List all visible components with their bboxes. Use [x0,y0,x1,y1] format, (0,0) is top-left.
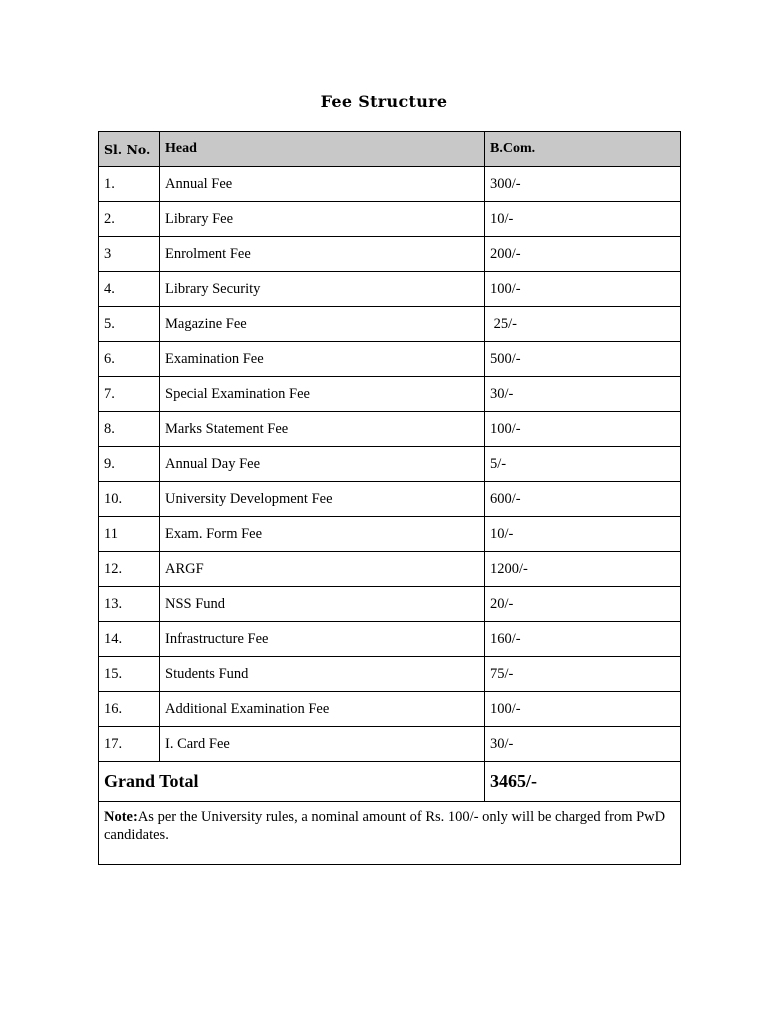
row-sl-no: 1. [99,167,160,202]
row-amount: 10/- [485,202,681,237]
row-sl-no: 4. [99,272,160,307]
table-row [99,482,681,517]
table-row [99,517,681,552]
grand-total-label: Grand Total [99,762,485,802]
table-row [99,167,681,202]
table-row [99,272,681,307]
table-row [99,377,681,412]
table-header-row [99,132,681,167]
row-head: Annual Fee [160,167,485,202]
row-amount: 25/- [485,307,681,342]
row-sl-no: 16. [99,692,160,727]
row-head: Examination Fee [160,342,485,377]
row-amount: 300/- [485,167,681,202]
grand-total-row [99,762,681,802]
row-sl-no: 5. [99,307,160,342]
row-sl-no: 12. [99,552,160,587]
grand-total-amount: 3465/- [485,762,681,802]
table-row [99,202,681,237]
table-row [99,412,681,447]
row-head: Enrolment Fee [160,237,485,272]
row-head: Additional Examination Fee [160,692,485,727]
row-head: Magazine Fee [160,307,485,342]
row-head: I. Card Fee [160,727,485,762]
row-sl-no: 15. [99,657,160,692]
row-head: NSS Fund [160,587,485,622]
table-row [99,552,681,587]
table-row [99,692,681,727]
note-row [99,802,681,865]
row-amount: 100/- [485,412,681,447]
row-amount: 600/- [485,482,681,517]
row-sl-no: 13. [99,587,160,622]
header-course: B.Com. [485,132,681,167]
fee-structure-table [98,131,681,865]
row-head: Exam. Form Fee [160,517,485,552]
note-cell [99,802,681,865]
note-label: Note: [104,809,138,825]
row-head: Infrastructure Fee [160,622,485,657]
row-head: Special Examination Fee [160,377,485,412]
table-row [99,657,681,692]
table-row [99,307,681,342]
row-sl-no: 11 [99,517,160,552]
row-sl-no: 14. [99,622,160,657]
row-head: Annual Day Fee [160,447,485,482]
table-row [99,342,681,377]
row-amount: 75/- [485,657,681,692]
row-sl-no: 10. [99,482,160,517]
page-title: Fee Structure [320,92,448,111]
row-amount: 20/- [485,587,681,622]
table-row [99,622,681,657]
row-amount: 10/- [485,517,681,552]
row-sl-no: 17. [99,727,160,762]
header-sl-no: Sl. No. [99,132,160,167]
row-head: Library Security [160,272,485,307]
row-head: Marks Statement Fee [160,412,485,447]
row-amount: 160/- [485,622,681,657]
row-sl-no: 8. [99,412,160,447]
row-sl-no: 3 [99,237,160,272]
note-text: As per the University rules, a nominal amount of Rs. 100/- only will be charged from PwD candidates. [104,809,666,843]
row-sl-no: 6. [99,342,160,377]
row-amount: 100/- [485,272,681,307]
table-row [99,237,681,272]
row-sl-no: 7. [99,377,160,412]
row-amount: 30/- [485,727,681,762]
fee-rows [99,167,681,762]
row-sl-no: 2. [99,202,160,237]
table-row [99,587,681,622]
row-amount: 1200/- [485,552,681,587]
row-amount: 500/- [485,342,681,377]
row-sl-no: 9. [99,447,160,482]
table-row [99,447,681,482]
row-head: Students Fund [160,657,485,692]
row-amount: 5/- [485,447,681,482]
row-amount: 100/- [485,692,681,727]
header-head: Head [160,132,485,167]
row-head: Library Fee [160,202,485,237]
row-head: ARGF [160,552,485,587]
table-row [99,727,681,762]
row-amount: 30/- [485,377,681,412]
row-head: University Development Fee [160,482,485,517]
row-amount: 200/- [485,237,681,272]
